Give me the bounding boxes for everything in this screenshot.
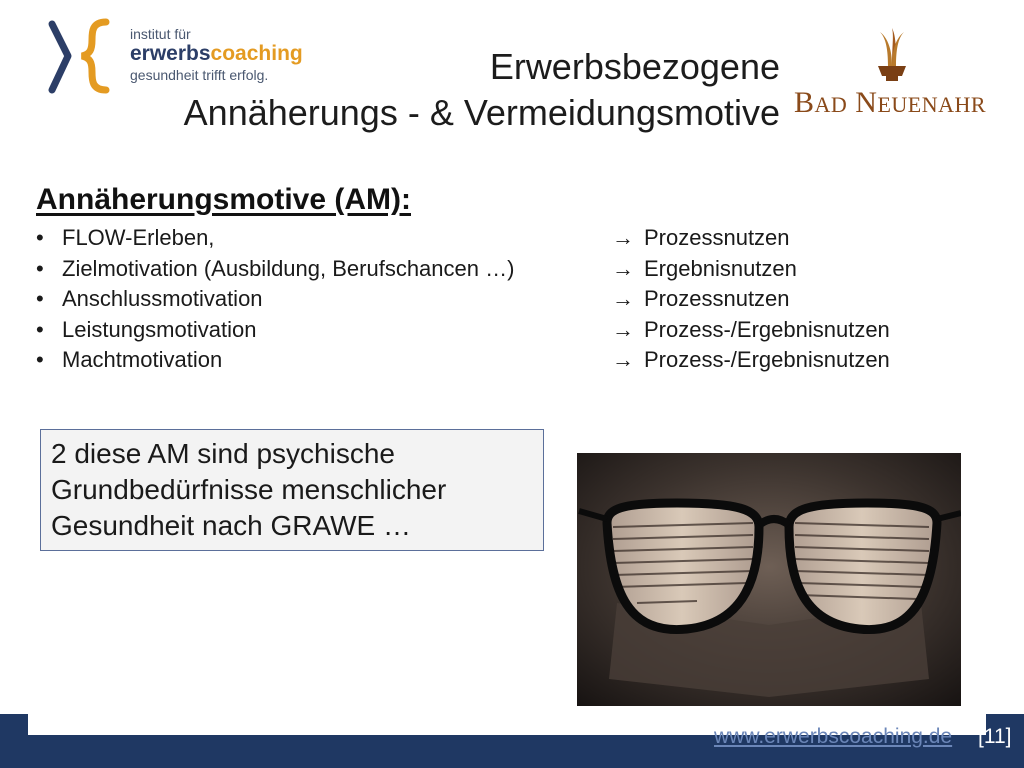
arrow-right-icon: → bbox=[612, 255, 634, 281]
list-item bbox=[36, 284, 976, 315]
callout-line1: 2 diese AM sind psychische bbox=[51, 438, 395, 469]
callout-box bbox=[40, 429, 544, 551]
slide-title-line2: Annäherungs - & Vermeidungsmotive bbox=[183, 92, 780, 133]
logo-brand-main: erwerbs bbox=[130, 42, 211, 65]
list-item bbox=[36, 223, 976, 254]
logo-brand-accent: coaching bbox=[210, 42, 303, 65]
wordmark-b: B bbox=[794, 86, 815, 119]
glasses-on-book-photo bbox=[577, 453, 961, 706]
list-item bbox=[36, 345, 976, 376]
motive-label: Zielmotivation (Ausbildung, Berufschancen …) bbox=[62, 255, 515, 281]
wordmark-ad: AD bbox=[814, 92, 848, 117]
motive-label: Anschlussmotivation bbox=[62, 286, 263, 311]
list-item bbox=[36, 254, 976, 285]
bullet: • bbox=[36, 347, 44, 372]
arrow-right-icon: → bbox=[612, 225, 634, 250]
wordmark-euenahr: EUENAHR bbox=[877, 92, 987, 117]
logo-tagline: gesundheit trifft erfolg. bbox=[130, 67, 269, 83]
benefit-label: Prozess-/Ergebnisnutzen bbox=[644, 316, 890, 342]
bullet: • bbox=[36, 255, 44, 281]
fountain-icon bbox=[870, 26, 914, 82]
benefit-label: Prozessnutzen bbox=[644, 225, 790, 250]
arrow-right-icon: → bbox=[612, 347, 634, 372]
arrow-right-icon: → bbox=[612, 316, 634, 342]
motive-list bbox=[36, 223, 976, 376]
website-link[interactable]: www.erwerbscoaching.de bbox=[714, 725, 953, 748]
slide-title bbox=[100, 44, 780, 136]
list-item bbox=[36, 315, 976, 346]
motive-label: Leistungsmotivation bbox=[62, 316, 257, 342]
slide-title-line1: Erwerbsbezogene bbox=[489, 46, 780, 87]
bad-neuenahr-logo bbox=[790, 26, 1002, 126]
motive-label: FLOW-Erleben, bbox=[62, 225, 215, 250]
benefit-label: Ergebnisnutzen bbox=[644, 255, 797, 281]
bullet: • bbox=[36, 225, 44, 250]
arrow-right-icon: → bbox=[612, 286, 634, 311]
wordmark-n: N bbox=[855, 86, 878, 119]
logo-line-institut: institut für bbox=[130, 26, 191, 42]
section-heading: Annäherungsmotive (AM): bbox=[36, 183, 411, 216]
page-number: [11] bbox=[978, 725, 1012, 748]
callout-line3: Gesundheit nach GRAWE … bbox=[51, 510, 412, 541]
benefit-label: Prozessnutzen bbox=[644, 286, 790, 311]
bad-neuenahr-wordmark bbox=[794, 86, 986, 120]
benefit-label: Prozess-/Ergebnisnutzen bbox=[644, 347, 890, 372]
motive-label: Machtmotivation bbox=[62, 347, 223, 372]
bullet: • bbox=[36, 286, 44, 311]
callout-line2: Grundbedürfnisse menschlicher bbox=[51, 474, 447, 505]
bullet: • bbox=[36, 316, 44, 342]
